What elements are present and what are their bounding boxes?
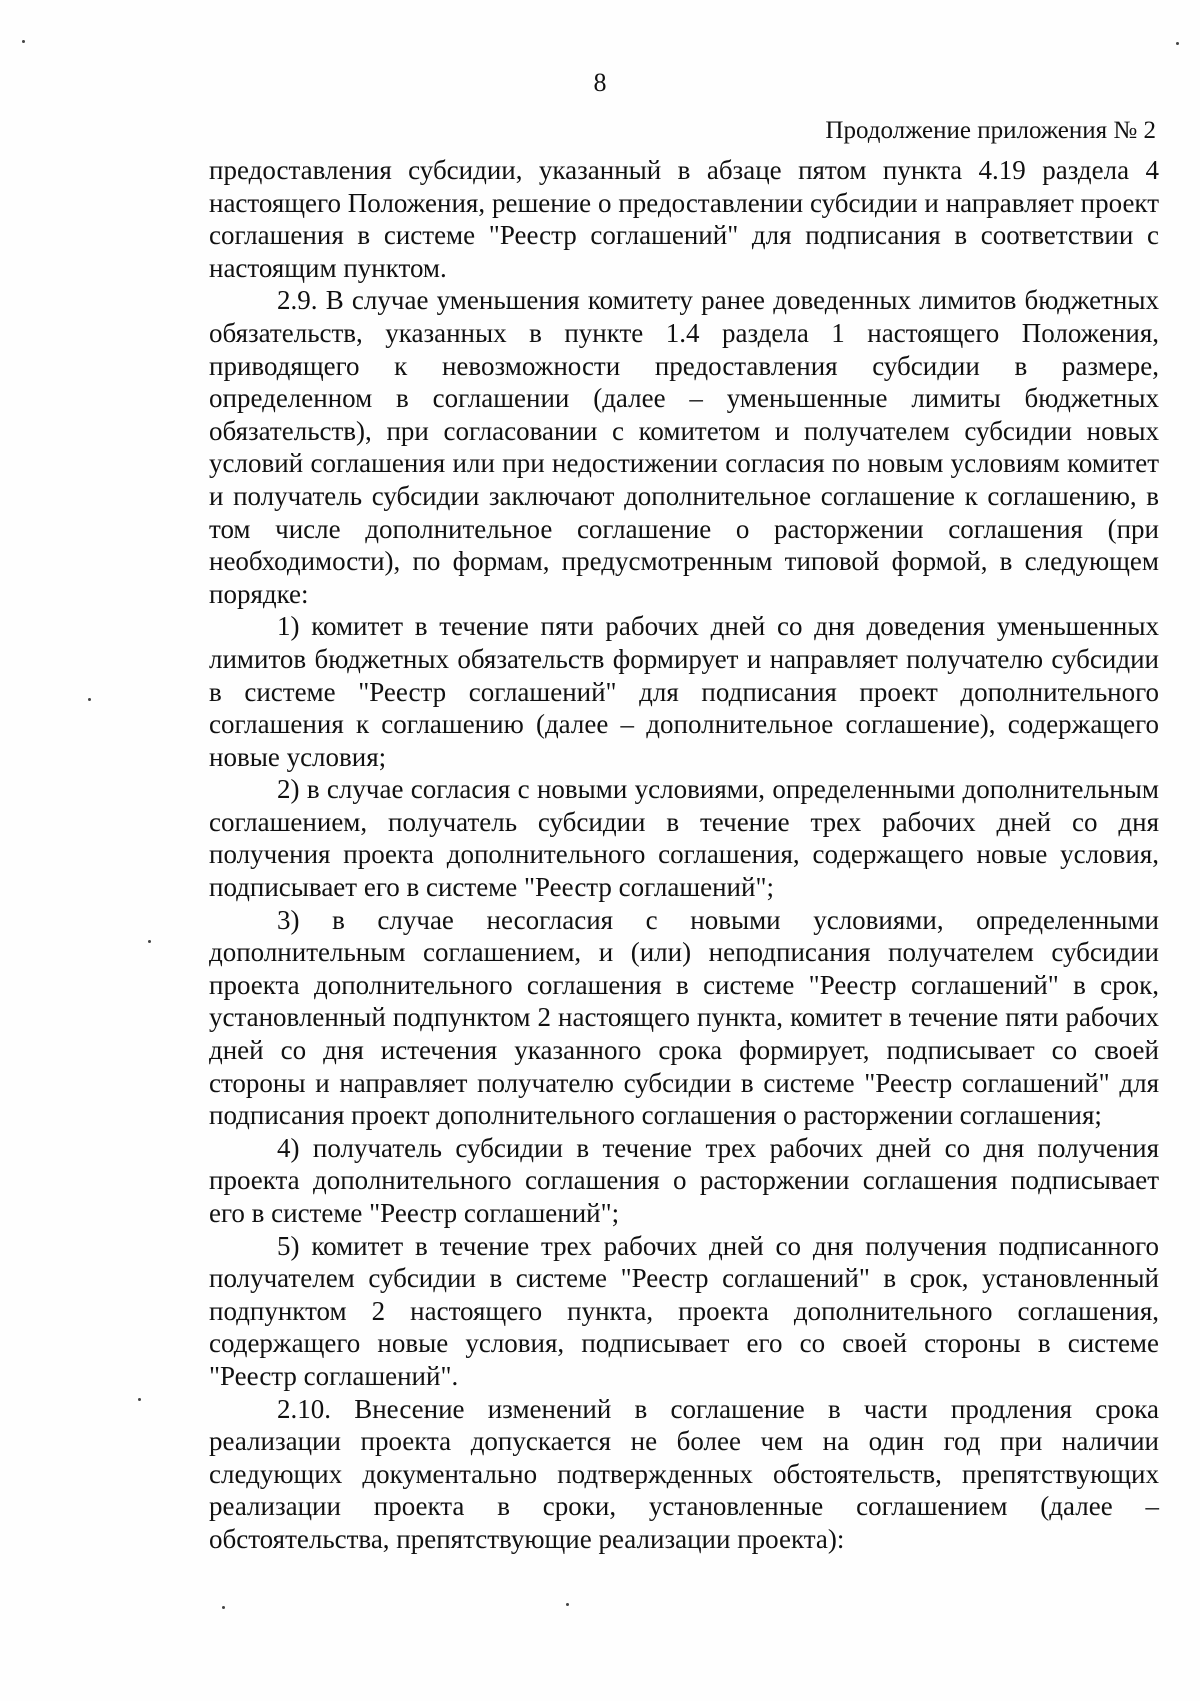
paragraph-item-4: 4) получатель субсидии в течение трех рабочих дней со дня получения проекта дополнительного соглашения о расторжении соглашения подписывает его в системе "Реестр соглашений";	[209, 1132, 1159, 1228]
scan-speck	[22, 40, 25, 43]
paragraph-2-9: 2.9. В случае уменьшения комитету ранее доведенных лимитов бюджетных обязательств, указанных в пункте 1.4 раздела 1 настоящего Положения, приводящего к невозможности предоставления субсидии в размере, определенном в соглашении (далее – уменьшенные лимиты бюджетных обязательств), при согласовании с комитетом и получателем субсидии новых условий соглашения или при недостижении согласия по новым условиям комитет и получатель субсидии заключают дополнительное соглашение к соглашению, в том числе дополнительное соглашение о расторжении соглашения (при необходимости), по формам, предусмотренным типовой формой, в следующем порядке:	[209, 285, 1159, 609]
scan-speck	[222, 1606, 225, 1609]
paragraph-item-5: 5) комитет в течение трех рабочих дней со дня получения подписанного получателем субсидии в системе "Реестр соглашений" в срок, установленный подпунктом 2 настоящего пункта, проекта дополнительного соглашения, содержащего новые условия, подписывает его со своей стороны в системе "Реестр соглашений".	[209, 1230, 1159, 1391]
scan-speck	[1176, 42, 1179, 45]
scan-speck	[566, 1603, 569, 1606]
paragraph-item-2: 2) в случае согласия с новыми условиями, определенными дополнительным соглашением, получатель субсидии в течение трех рабочих дней со дня получения проекта дополнительного соглашения, содержащего новые условия, подписывает его в системе "Реестр соглашений";	[209, 774, 1159, 903]
scan-speck	[88, 698, 91, 701]
scan-speck	[138, 1398, 141, 1401]
paragraph-continuation: предоставления субсидии, указанный в абзаце пятом пункта 4.19 раздела 4 настоящего Положения, решение о предоставлении субсидии и направляет проект соглашения в системе "Реестр соглашений" для подписания в соответствии с настоящим пунктом.	[209, 155, 1159, 283]
page-number: 8	[593, 68, 607, 97]
document-body	[209, 154, 1159, 1556]
scan-speck	[148, 940, 151, 943]
paragraph-2-10: 2.10. Внесение изменений в соглашение в части продления срока реализации проекта допускается не более чем на один год при наличии следующих документально подтвержденных обстоятельств, препятствующих реализации проекта в сроки, установленные соглашением (далее – обстоятельства, препятствующие реализации проекта):	[209, 1393, 1159, 1554]
paragraph-item-1: 1) комитет в течение пяти рабочих дней со дня доведения уменьшенных лимитов бюджетных обязательств формирует и направляет получателю субсидии в системе "Реестр соглашений" для подписания проект дополнительного соглашения к соглашению (далее – дополнительное соглашение), содержащего новые условия;	[209, 611, 1159, 772]
paragraph-item-3: 3) в случае несогласия с новыми условиями, определенными дополнительным соглашением, и (или) неподписания получателем субсидии проекта дополнительного соглашения в системе "Реестр соглашений" в срок, установленный подпунктом 2 настоящего пункта, комитет в течение пяти рабочих дней со дня истечения указанного срока формирует, подписывает со своей стороны и направляет получателю субсидии в системе "Реестр соглашений" для подписания проект дополнительного соглашения о расторжении соглашения;	[209, 904, 1159, 1131]
continuation-header: Продолжение приложения № 2	[825, 117, 1156, 144]
